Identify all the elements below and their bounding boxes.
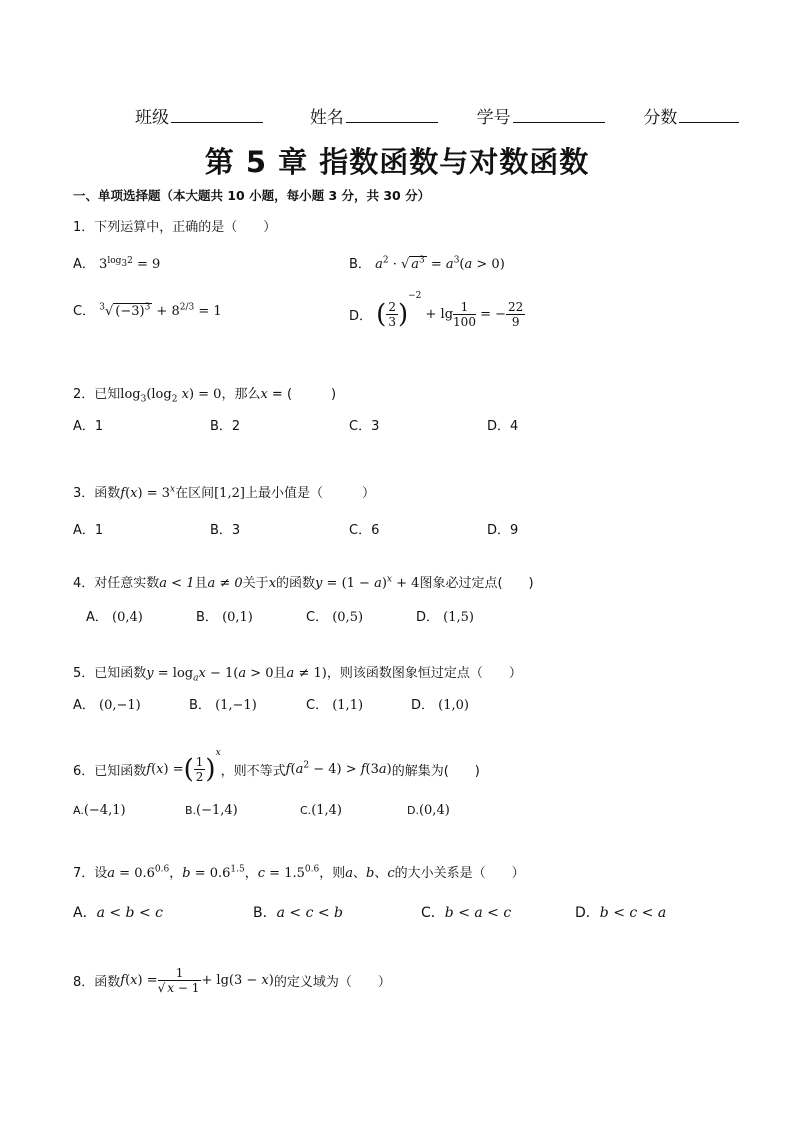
q4-cond: a < 1: [159, 576, 195, 591]
option-value: a < c < b: [276, 905, 344, 921]
q2-tail: = ( ): [267, 387, 337, 402]
score-blank: [679, 108, 739, 123]
q5-and: 且: [273, 666, 287, 681]
option-label: B．: [349, 257, 371, 272]
q5-option-c[interactable]: [306, 694, 363, 713]
q4-option-a[interactable]: [86, 606, 143, 625]
question-2-stem: 2．已知$\log_3(\log_2$ x) = 0，那么x = ( ): [73, 387, 337, 405]
q8-pre: 8．函数: [73, 975, 121, 990]
option-label: C.: [300, 804, 312, 817]
q2-post: ，那么: [221, 387, 261, 402]
q6-mid: ，则不等式: [220, 764, 286, 779]
option-label: B．: [196, 610, 218, 625]
q3-interval: [1,2]: [214, 486, 245, 501]
q6-option-b[interactable]: [185, 803, 238, 818]
question-4-stem: 4．对任意实数a < 1且a ≠ 0关于x的函数$y = (1 - a)^x + 4$图象必过定点( ): [73, 574, 534, 591]
q4-about: 关于: [242, 576, 269, 591]
q6-pre: 6．已知函数: [73, 764, 147, 779]
q7-option-c[interactable]: [421, 902, 511, 922]
id-blank: [513, 108, 605, 123]
q7-sep: 、: [352, 866, 366, 881]
q7-pre: 7．设: [73, 866, 108, 881]
option-label: C．: [73, 304, 96, 319]
id-label: 学号: [476, 108, 511, 128]
q7-post: 的大小关系是（ ）: [394, 866, 525, 881]
option-label: C．: [421, 905, 445, 921]
q7-mid: ，则: [319, 866, 346, 881]
q1-option-b[interactable]: B． $a^2$ · √ $a^3 = a^3(a > 0)$: [349, 255, 505, 272]
q2-pre: 2．已知: [73, 387, 121, 402]
option-value: (0,4): [112, 610, 143, 625]
class-label: 班级: [135, 108, 169, 128]
name-blank: [346, 108, 438, 123]
question-8-stem: 8．函数f(x) = $\frac{1}{√ x - 1}$ + lg(3 − x)的定义域为（ ）: [73, 966, 391, 995]
q3-mid: 在区间: [175, 486, 215, 501]
q7-sep: 、: [374, 866, 388, 881]
q7-option-a[interactable]: [73, 902, 163, 922]
option-value: (1,−1): [215, 698, 257, 713]
option-label: D．: [349, 309, 373, 324]
q6-option-d[interactable]: [407, 803, 450, 818]
option-value: (0,1): [222, 610, 253, 625]
q4-post: 图象必过定点( ): [419, 576, 534, 591]
q6-option-c[interactable]: [300, 803, 342, 818]
q5-option-d[interactable]: [411, 694, 469, 713]
q4-x: x: [268, 576, 277, 591]
option-label: D．: [416, 610, 440, 625]
q3-option-d[interactable]: D．9: [487, 523, 519, 538]
q2-option-b[interactable]: B．2: [210, 419, 241, 434]
question-3-stem: 3．函数$f(x) = 3^x$在区间[1,2]上最小值是（ ）: [73, 484, 375, 501]
option-label: D.: [407, 804, 419, 817]
option-label: A．: [73, 905, 97, 921]
option-value: (−1,4): [196, 803, 238, 818]
q3-pre: 3．函数: [73, 486, 121, 501]
option-label: B．: [253, 905, 277, 921]
q5-pre: 5．已知函数: [73, 666, 147, 681]
q7-option-b[interactable]: [253, 902, 343, 922]
q5-option-b[interactable]: [189, 694, 257, 713]
q3-post: 上最小值是（ ）: [244, 486, 375, 501]
question-1-stem: 1．下列运算中，正确的是（ ）: [73, 220, 277, 235]
q4-option-c[interactable]: [306, 606, 363, 625]
q4-mid: 的函数: [276, 576, 316, 591]
q3-option-b[interactable]: B．3: [210, 523, 241, 538]
question-6-stem: 6．已知函数f(x) =( $\frac{1}{2}$ )$^x$，则不等式$f(a^2 - 4) > f(3a)$的解集为( ): [73, 748, 480, 785]
option-label: A．: [86, 610, 108, 625]
option-label: B．: [189, 698, 211, 713]
q2-option-c[interactable]: C．3: [349, 419, 380, 434]
option-value: (−4,1): [83, 803, 126, 818]
page-title: 第 5 章 指数函数与对数函数: [204, 145, 590, 179]
option-label: D．: [575, 905, 600, 921]
option-value: (1,5): [443, 610, 474, 625]
q6-option-a[interactable]: [73, 803, 126, 818]
option-value: (1,4): [311, 803, 343, 818]
q4-option-d[interactable]: [416, 606, 474, 625]
q1-option-c[interactable]: C． $^3$√ $(-3)^3 + 8^{2/3} = 1$: [73, 302, 222, 319]
option-value: b < c < a: [599, 905, 667, 921]
option-label: A．: [73, 698, 95, 713]
option-value: a < b < c: [96, 905, 163, 921]
q5-post: ，则该函数图象恒过定点（ ）: [326, 666, 522, 681]
option-value: (0,5): [332, 610, 364, 625]
option-label: D．: [411, 698, 435, 713]
q2-option-d[interactable]: D．4: [487, 419, 519, 434]
option-value: (0,4): [418, 803, 450, 818]
question-5-stem: 5．已知函数$y = \log_ax - 1(a > 0$且a ≠ 1)，则该函数图象恒过定点（ ）: [73, 666, 522, 684]
q4-cond2: a ≠ 0: [207, 576, 243, 591]
option-value: (1,0): [438, 698, 469, 713]
option-value: (0,−1): [99, 698, 141, 713]
option-label: B.: [185, 804, 197, 817]
option-label: C．: [306, 698, 329, 713]
header-fields: [135, 103, 739, 128]
q4-and: 且: [194, 576, 208, 591]
name-label: 姓名: [309, 108, 344, 128]
q8-post: 的定义域为（ ）: [273, 975, 391, 990]
question-7-stem: 7．设$a = 0.6^{0.6}$，$b = 0.6^{1.5}$，$c = 1.5^{0.6}$，则a、b、c的大小关系是（ ）: [73, 864, 525, 881]
class-blank: [171, 108, 263, 123]
q4-option-b[interactable]: [196, 606, 253, 625]
q1-option-a[interactable]: A． $3^{log_32} = 9$: [73, 255, 161, 272]
option-value: (1,1): [332, 698, 364, 713]
q2-option-a[interactable]: A．1: [73, 419, 104, 434]
option-label: A．: [73, 257, 95, 272]
q7-option-d[interactable]: [575, 902, 666, 922]
q6-post: 的解集为( ): [391, 764, 480, 779]
section-heading: 一、单项选择题（本大题共 10 小题，每小题 3 分，共 30 分）: [73, 188, 431, 203]
score-label: 分数: [643, 108, 678, 128]
option-label: C．: [306, 610, 329, 625]
q4-pre: 4．对任意实数: [73, 576, 160, 591]
option-value: b < a < c: [444, 905, 512, 921]
q3-option-c[interactable]: C．6: [349, 523, 380, 538]
option-label: A.: [73, 804, 84, 817]
q3-option-a[interactable]: A．1: [73, 523, 104, 538]
q5-option-a[interactable]: [73, 694, 141, 713]
q1-option-d[interactable]: D． ( $\frac{2}{3}$ )$^{-2}$ + lg $\frac{1}{100}$ = − $\frac{22}{9}$: [349, 291, 524, 330]
